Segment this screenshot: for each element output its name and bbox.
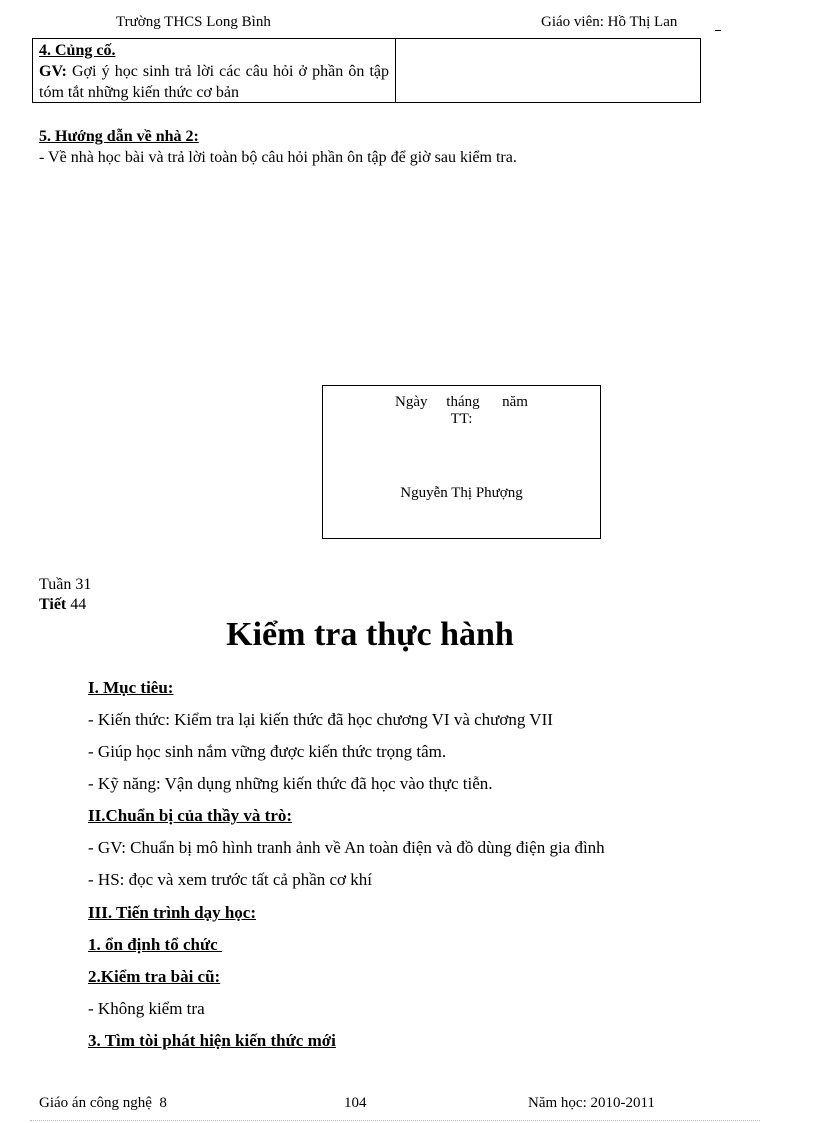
gv-label: GV: (39, 63, 67, 80)
signature-date-line: Ngày tháng năm (395, 394, 528, 410)
period-label (39, 596, 86, 614)
signature-name: Nguyễn Thị Phượng (400, 485, 523, 501)
prep-gv: - GV: Chuẩn bị mô hình tranh ảnh về An toàn điện và đồ dùng điện gia đình (88, 838, 605, 857)
table-divider (395, 39, 396, 102)
step-1: 1. ổn định tổ chức (88, 935, 222, 954)
footer-school-year: Năm học: 2010-2011 (528, 1095, 655, 1111)
process-heading: III. Tiến trình dạy học: (88, 903, 256, 922)
table-cell-left (39, 40, 389, 103)
prep-hs: - HS: đọc và xem trước tất cả phần cơ khí (88, 870, 372, 889)
signature-box (322, 385, 601, 539)
review-heading: 4. Củng cố. (39, 42, 116, 59)
footer-page-number: 104 (344, 1095, 367, 1111)
footer-subject: Giáo án công nghệ 8 (39, 1095, 167, 1111)
step-2: 2.Kiểm tra bài cũ: (88, 967, 221, 986)
homework-text: - Về nhà học bài và trả lời toàn bộ câu hỏi phần ôn tập để giờ sau kiểm tra. (39, 149, 517, 166)
period-word: Tiết (39, 596, 67, 613)
footer-dotted-line (30, 1120, 760, 1121)
objective-1: - Kiến thức: Kiểm tra lại kiến thức đã học chương VI và chương VII (88, 710, 553, 729)
gv-text: Gợi ý học sinh trả lời các câu hỏi ở phần ôn tập tóm tắt những kiến thức cơ bản (39, 63, 389, 101)
objectives-heading: I. Mục tiêu: (88, 678, 174, 697)
objective-2: - Giúp học sinh nắm vững được kiến thức trọng tâm. (88, 742, 447, 761)
prep-heading: II.Chuẩn bị của thầy và trò: (88, 806, 293, 825)
step-2-text: - Không kiểm tra (88, 999, 205, 1018)
lesson-title: Kiểm tra thực hành (226, 616, 514, 653)
header-teacher: Giáo viên: Hồ Thị Lan (541, 14, 678, 30)
review-table (32, 38, 701, 103)
signature-role: TT: (450, 411, 473, 427)
step-3: 3. Tìm tòi phát hiện kiến thức mới (88, 1031, 336, 1050)
header-dash (715, 30, 721, 31)
period-number: 44 (66, 596, 87, 613)
objective-3: - Kỹ năng: Vận dụng những kiến thức đã học vào thực tiễn. (88, 774, 493, 793)
header-school: Trường THCS Long Bình (116, 14, 271, 30)
homework-heading: 5. Hướng dẫn về nhà 2: (39, 128, 199, 145)
review-text (39, 61, 389, 103)
week-label: Tuần 31 (39, 576, 92, 593)
